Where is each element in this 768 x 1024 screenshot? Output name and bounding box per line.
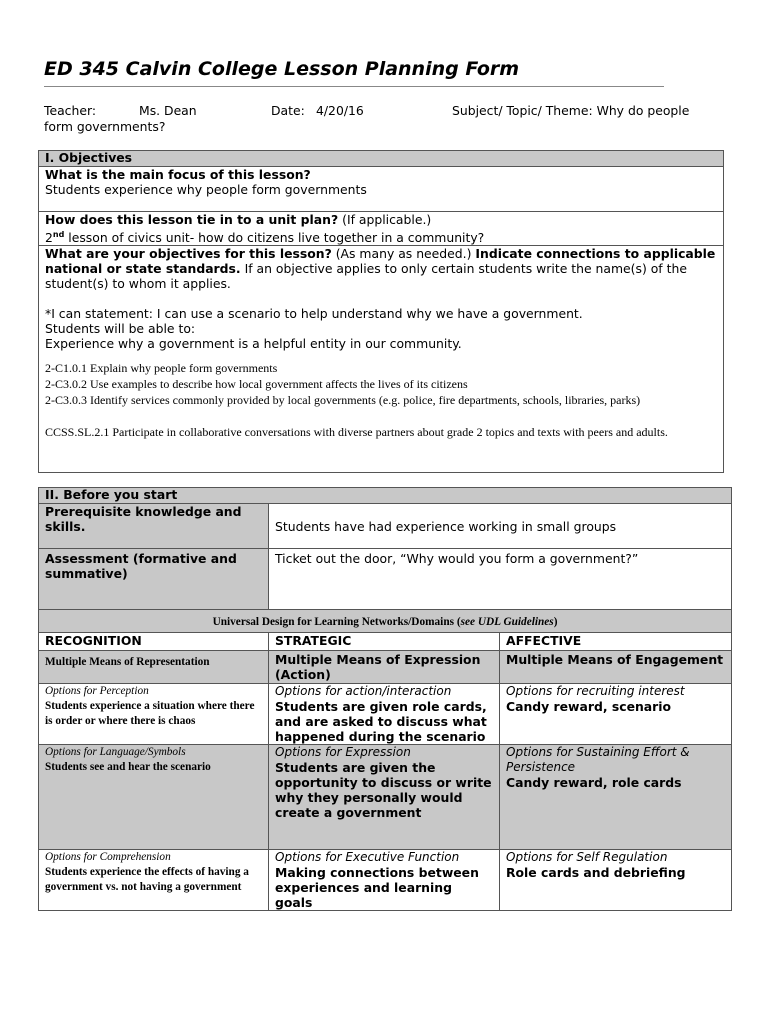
udl-title-a: Universal Design for Learning Networks/Domains ( <box>212 615 461 628</box>
subject-value-part1: Why do people <box>596 103 690 118</box>
standards-list <box>45 360 717 408</box>
option-body: Students experience the effects of having a government vs. not having a government <box>45 866 249 893</box>
option-body: Students are given role cards, and are asked to discuss what happened during the scenario <box>275 699 487 744</box>
able-to-label: Students will be able to: <box>45 321 196 337</box>
subject-value-part2: form governments? <box>44 119 166 134</box>
objectives-question-a: What are your objectives for this lesson? <box>45 246 332 262</box>
option-title: Options for Expression <box>275 745 411 759</box>
option-title: Options for action/interaction <box>275 684 452 698</box>
title-divider <box>44 86 664 87</box>
objectives-note: (As many as needed.) <box>335 246 472 262</box>
objectives-question-b: Indicate connections to applicable national or state standards. <box>45 246 716 277</box>
unit-answer-sup: nd <box>52 230 65 239</box>
udl-cell-sustaining <box>500 745 732 850</box>
objectives-table <box>38 150 724 473</box>
teacher-value: Ms. Dean <box>139 103 197 118</box>
teacher-label: Teacher: <box>44 103 97 118</box>
option-body: Candy reward, scenario <box>506 699 672 714</box>
objectives-section-title: I. Objectives <box>39 151 724 167</box>
before-section-title: II. Before you start <box>39 488 732 504</box>
means-engagement: Multiple Means of Engagement <box>500 651 732 684</box>
option-body: Candy reward, role cards <box>506 775 682 790</box>
prereq-label: Prerequisite knowledge and skills. <box>39 504 269 549</box>
i-can-statement: *I can statement: I can use a scenario to help understand why we have a government. <box>45 306 583 322</box>
document-title: ED 345 Calvin College Lesson Planning Form <box>44 58 520 80</box>
ccss-standard: CCSS.SL.2.1 Participate in collaborative conversations with diverse partners about grade 2 topics and texts with peers and adults. <box>45 425 668 440</box>
udl-title-cell <box>39 610 732 633</box>
date-label: Date: <box>271 103 305 118</box>
udl-cell-perception <box>39 684 269 745</box>
udl-cell-recruiting <box>500 684 732 745</box>
unit-note: (If applicable.) <box>342 212 432 227</box>
subject-label: Subject/ Topic/ Theme: <box>452 103 593 118</box>
unit-question: How does this lesson tie in to a unit plan? <box>45 212 339 227</box>
unit-answer-rest: lesson of civics unit- how do citizens live together in a community? <box>68 230 485 246</box>
udl-cell-language <box>39 745 269 850</box>
means-representation: Multiple Means of Representation <box>39 651 269 684</box>
col-recognition: RECOGNITION <box>39 633 269 651</box>
objectives-instruction: If an objective applies to only certain students write the name(s) of the student(s) to whom it applies. <box>45 261 687 292</box>
option-body: Students are given the opportunity to discuss or write why they personally would create a government <box>275 760 492 820</box>
option-body: Making connections between experiences and learning goals <box>275 865 479 910</box>
standard-item: 2-C3.0.2 Use examples to describe how local government affects the lives of its citizens <box>45 377 468 392</box>
unit-answer-num: 2 <box>45 230 53 246</box>
udl-guidelines-link[interactable]: see UDL Guidelines <box>460 615 554 628</box>
objectives-cell <box>39 246 724 473</box>
option-title: Options for Language/Symbols <box>45 746 186 758</box>
means-expression: Multiple Means of Expression (Action) <box>269 651 500 684</box>
before-table <box>38 487 732 911</box>
focus-question: What is the main focus of this lesson? <box>45 167 311 182</box>
assessment-value: Ticket out the door, “Why would you form a government?” <box>269 549 732 610</box>
date-value: 4/20/16 <box>316 103 364 118</box>
udl-cell-comprehension <box>39 850 269 911</box>
option-title: Options for Sustaining Effort & Persistence <box>506 745 690 774</box>
option-title: Options for Executive Function <box>275 850 460 864</box>
header-info <box>44 103 724 135</box>
col-strategic: STRATEGIC <box>269 633 500 651</box>
focus-answer: Students experience why people form governments <box>45 182 367 197</box>
udl-cell-expression <box>269 745 500 850</box>
unit-plan-cell <box>39 212 724 246</box>
option-body: Students experience a situation where there is order or where there is chaos <box>45 700 255 727</box>
prereq-value: Students have had experience working in small groups <box>269 504 732 549</box>
option-body: Students see and hear the scenario <box>45 761 211 773</box>
standard-item: 2-C1.0.1 Explain why people form governments <box>45 361 278 376</box>
option-body: Role cards and debriefing <box>506 865 686 880</box>
assessment-label: Assessment (formative and summative) <box>39 549 269 610</box>
udl-title-b: ) <box>553 615 558 628</box>
udl-cell-executive <box>269 850 500 911</box>
udl-cell-action <box>269 684 500 745</box>
focus-cell <box>39 167 724 212</box>
udl-cell-self-regulation <box>500 850 732 911</box>
option-title: Options for Comprehension <box>45 851 171 863</box>
option-title: Options for Perception <box>45 685 149 697</box>
objective-item: Experience why a government is a helpful entity in our community. <box>45 336 462 352</box>
col-affective: AFFECTIVE <box>500 633 732 651</box>
option-title: Options for recruiting interest <box>506 684 685 698</box>
option-title: Options for Self Regulation <box>506 850 668 864</box>
standard-item: 2-C3.0.3 Identify services commonly provided by local governments (e.g. police, fire departments, schools, libraries, parks) <box>45 393 641 408</box>
